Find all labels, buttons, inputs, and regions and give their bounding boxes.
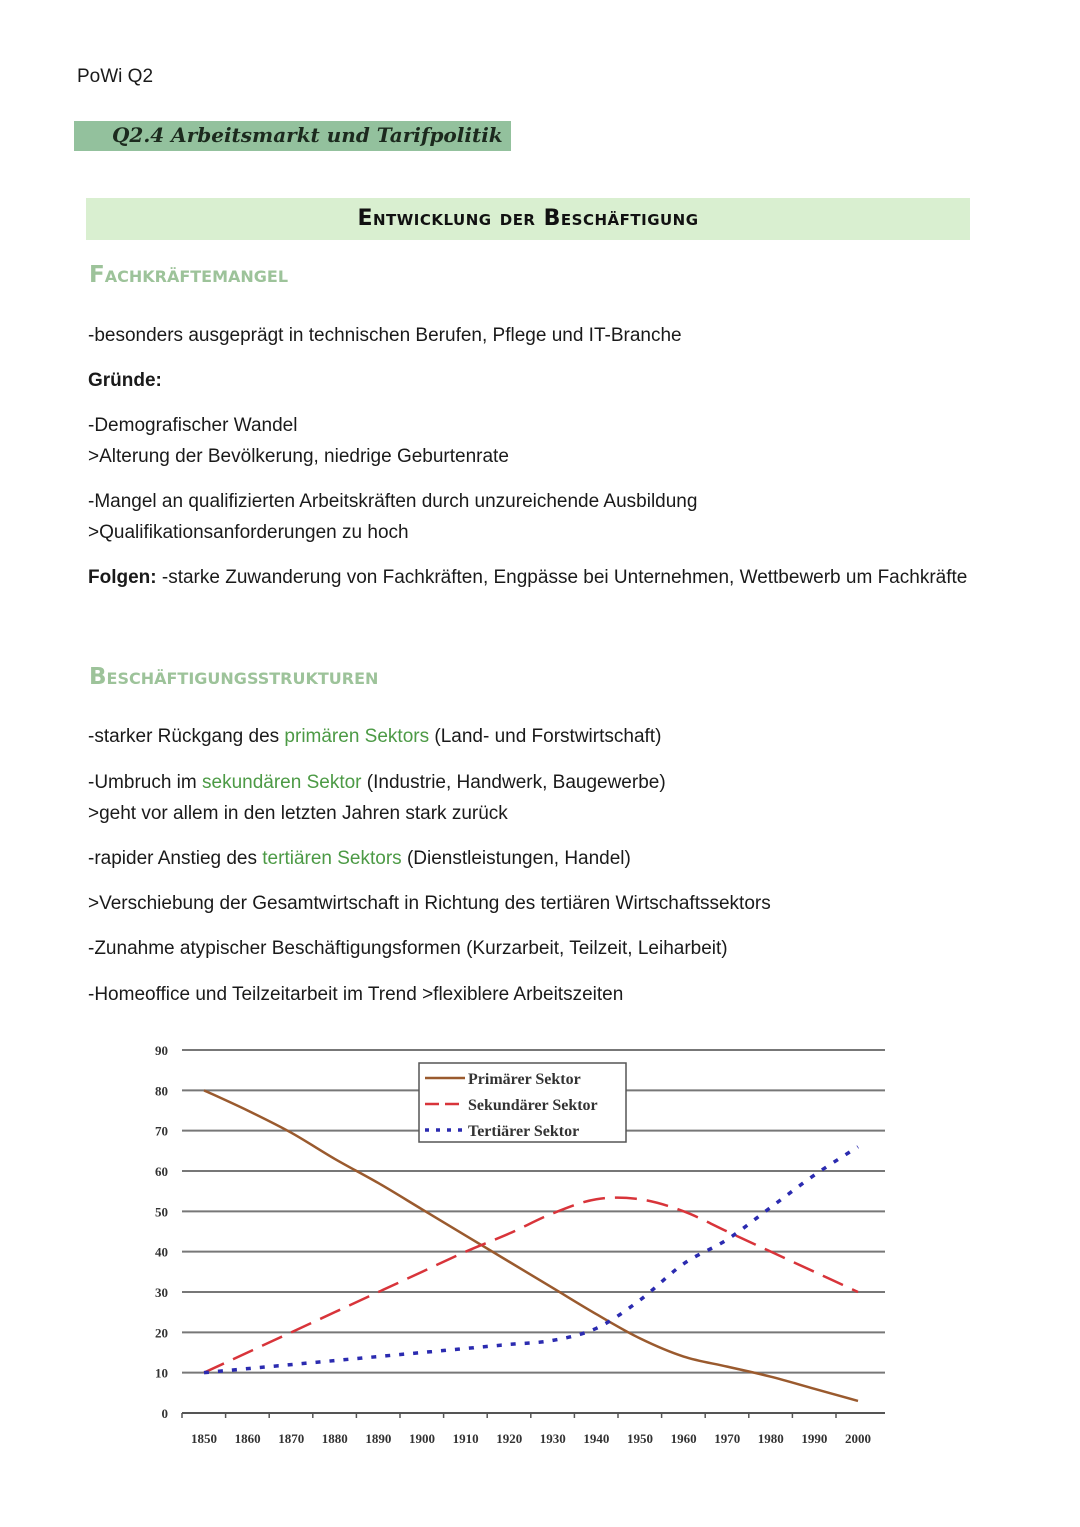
section-banner <box>86 198 970 240</box>
x-tick-label: 1990 <box>801 1431 828 1446</box>
text-line: -Umbruch im sekundären Sektor (Industrie, Handwerk, Baugewerbe) >geht vor allem in den letzten Jahren stark zurück <box>88 772 666 824</box>
legend-label: Tertiärer Sektor <box>468 1123 580 1140</box>
x-tick-label: 1860 <box>234 1431 261 1446</box>
legend-label: Primärer Sektor <box>468 1071 581 1088</box>
heading-strukturen: Beschäftigungsstrukturen <box>89 664 379 690</box>
y-tick-label: 10 <box>155 1365 168 1381</box>
text-line: -rapider Anstieg des tertiären Sektors (Dienstleistungen, Handel) <box>88 848 631 869</box>
y-tick-label: 80 <box>155 1083 168 1099</box>
x-tick-label: 1930 <box>539 1431 566 1446</box>
text-line: -besonders ausgeprägt in technischen Berufen, Pflege und IT-Branche <box>88 325 682 346</box>
x-tick-label: 1970 <box>714 1431 741 1446</box>
x-tick-label: 1960 <box>670 1431 697 1446</box>
text-line: -Mangel an qualifizierten Arbeitskräften durch unzureichende Ausbildung >Qualifikationsanforderungen zu hoch <box>88 491 698 543</box>
series-line-sekundärer <box>204 1198 858 1373</box>
topic-banner <box>74 121 511 151</box>
x-tick-label: 1920 <box>496 1431 523 1446</box>
x-tick-label: 1850 <box>191 1431 217 1446</box>
course-label: PoWi Q2 <box>77 66 154 87</box>
legend-label: Sekundärer Sektor <box>468 1097 598 1114</box>
y-tick-label: 0 <box>161 1406 168 1421</box>
label-gruende: Gründe: <box>88 370 162 391</box>
text-line: -starker Rückgang des primären Sektors (Land- und Forstwirtschaft) <box>88 726 662 747</box>
x-tick-label: 1910 <box>452 1431 479 1446</box>
x-tick-label: 2000 <box>845 1431 871 1446</box>
y-tick-label: 40 <box>155 1244 168 1260</box>
y-tick-label: 70 <box>155 1123 168 1139</box>
x-tick-label: 1880 <box>321 1431 348 1446</box>
sector-chart <box>0 1030 1080 1470</box>
y-tick-label: 20 <box>155 1325 168 1341</box>
text-line: -Zunahme atypischer Beschäftigungsformen (Kurzarbeit, Teilzeit, Leiharbeit) <box>88 938 728 959</box>
series-line-tertiärer <box>204 1147 858 1373</box>
x-tick-label: 1980 <box>757 1431 784 1446</box>
heading-fachkraeftemangel: Fachkräftemangel <box>89 262 289 288</box>
y-tick-label: 60 <box>155 1164 168 1179</box>
x-tick-label: 1950 <box>627 1431 653 1446</box>
x-tick-label: 1900 <box>409 1431 435 1446</box>
y-tick-label: 90 <box>155 1043 168 1058</box>
text-line: -Demografischer Wandel >Alterung der Bevölkerung, niedrige Geburtenrate <box>88 415 509 467</box>
x-tick-label: 1940 <box>583 1431 610 1446</box>
x-tick-label: 1890 <box>365 1431 392 1446</box>
text-folgen: Folgen: -starke Zuwanderung von Fachkräften, Engpässe bei Unternehmen, Wettbewerb um Fachkräfte <box>88 567 968 588</box>
text-line: >Verschiebung der Gesamtwirtschaft in Richtung des tertiären Wirtschaftssektors <box>88 893 771 914</box>
x-tick-label: 1870 <box>278 1431 305 1446</box>
y-tick-label: 30 <box>155 1285 168 1300</box>
y-tick-label: 50 <box>155 1204 168 1220</box>
section-title: Entwicklung der Beschäftigung <box>357 206 699 231</box>
text-line: -Homeoffice und Teilzeitarbeit im Trend >flexiblere Arbeitszeiten <box>88 984 624 1005</box>
topic-title: Q2.4 Arbeitsmarkt und Tarifpolitik <box>112 123 503 147</box>
